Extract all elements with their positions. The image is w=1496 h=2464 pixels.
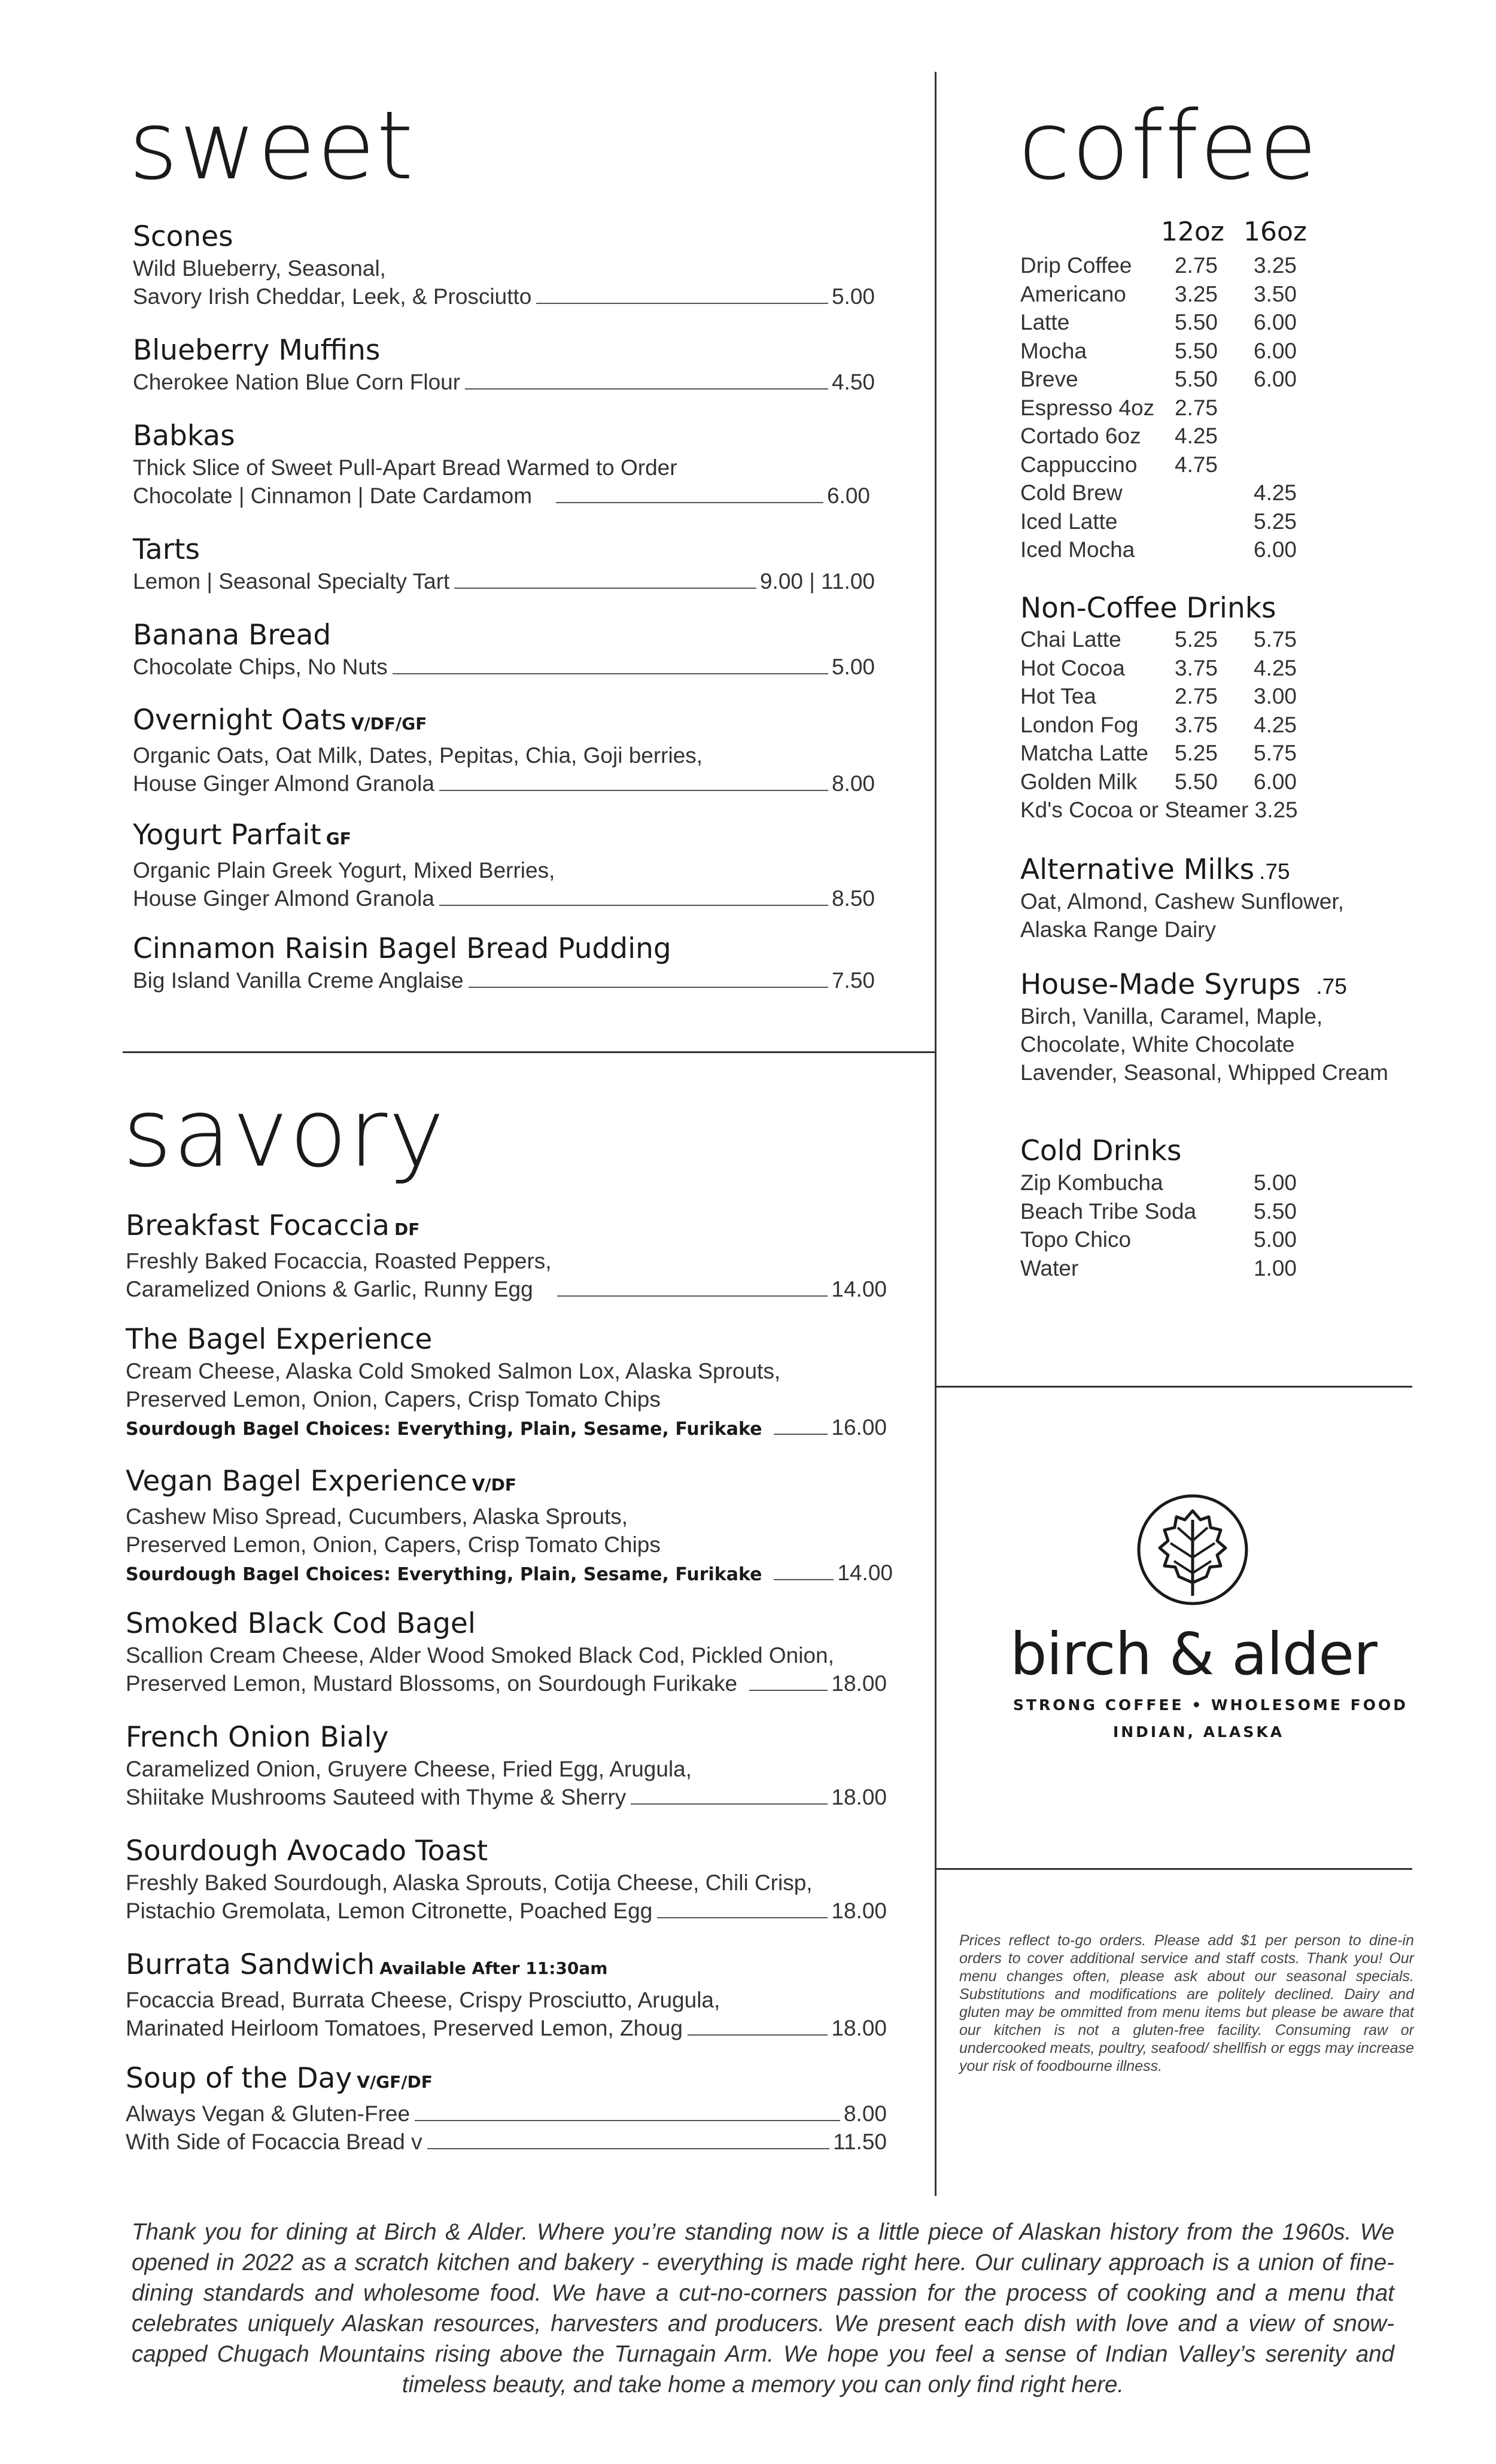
- menu-item-french-onion-bialy: [126, 1720, 887, 1811]
- item-name: The Bagel Experience: [126, 1323, 433, 1356]
- price-16oz: 4.25: [1254, 480, 1297, 505]
- birch-leaf-icon: [1136, 1493, 1249, 1607]
- price-16oz: 5.25: [1254, 509, 1297, 534]
- drink-name: Breve: [1020, 367, 1078, 391]
- menu-item-breakfast-focaccia: [126, 1209, 887, 1303]
- menu-item-soup-of-the-day: [126, 2061, 887, 2156]
- syrups-line: Chocolate, White Chocolate: [1020, 1032, 1295, 1057]
- price-12oz: 3.75: [1175, 712, 1218, 737]
- item-desc: Scallion Cream Cheese, Alder Wood Smoked Black Cod, Pickled Onion,: [126, 1643, 834, 1668]
- item-desc: Freshly Baked Sourdough, Alaska Sprouts, Cotija Cheese, Chili Crisp,: [126, 1870, 813, 1895]
- syrups-line: Birch, Vanilla, Caramel, Maple,: [1020, 1004, 1323, 1029]
- item-price-line: Savory Irish Cheddar, Leek, & Prosciutto 5.00: [133, 282, 875, 311]
- item-price: 18.00: [831, 1671, 887, 1696]
- item-desc: Wild Blueberry, Seasonal,: [133, 256, 386, 281]
- center-divider: [935, 72, 936, 2196]
- syrups-title: House-Made Syrups .75: [1020, 968, 1347, 1001]
- drink-name: Golden Milk: [1020, 769, 1138, 794]
- item-name: Overnight Oats V/DF/GF: [133, 704, 427, 737]
- savory-title: savory: [123, 1078, 446, 1188]
- price-16oz: 3.00: [1254, 684, 1297, 708]
- alt-milks-line: Alaska Range Dairy: [1020, 917, 1216, 942]
- price-16oz: 6.00: [1254, 367, 1297, 391]
- price-12oz: 3.25: [1175, 281, 1218, 306]
- menu-item-burrata-sandwich: [126, 1948, 887, 2042]
- drink-name: Topo Chico: [1020, 1227, 1132, 1252]
- price-12oz: 5.25: [1175, 741, 1218, 765]
- drink-name: Cortado 6oz: [1020, 424, 1141, 448]
- coffee-row: [1020, 451, 1403, 479]
- drink-name: Latte: [1020, 310, 1070, 334]
- non-coffee-row: [1020, 654, 1403, 682]
- item-price-line: Always Vegan & Gluten-Free 8.00: [126, 2100, 887, 2128]
- drink-name: Hot Tea: [1020, 684, 1096, 708]
- price-16oz: 5.75: [1254, 627, 1297, 652]
- item-desc: Preserved Lemon, Onion, Capers, Crisp Tomato Chips: [126, 1387, 661, 1412]
- cold-drinks-title: Cold Drinks: [1020, 1134, 1182, 1167]
- item-price-line: Chocolate Chips, No Nuts 5.00: [133, 653, 875, 681]
- drink-name: Zip Kombucha: [1020, 1170, 1163, 1195]
- coffee-row: [1020, 337, 1403, 365]
- menu-item-scones: [133, 220, 875, 311]
- drink-name: Americano: [1020, 281, 1126, 306]
- brand-tagline: STRONG COFFEE • WHOLESOME FOOD: [1013, 1696, 1409, 1714]
- item-price-line: Chocolate | Cinnamon | Date Cardamom 6.00: [133, 482, 870, 510]
- price-16oz: 3.25: [1254, 253, 1297, 278]
- menu-item-vegan-bagel-experience: [126, 1464, 893, 1589]
- alt-milks-price: .75: [1259, 859, 1290, 884]
- drink-name: Cold Brew: [1020, 480, 1123, 505]
- coffee-row: [1020, 536, 1403, 564]
- drink-name: Beach Tribe Soda: [1020, 1198, 1197, 1224]
- price-16oz: 6.00: [1254, 310, 1297, 334]
- item-name: Sourdough Avocado Toast: [126, 1835, 488, 1867]
- price-12oz: 3.75: [1175, 655, 1218, 680]
- item-price: 5.00: [831, 655, 875, 679]
- dietary-tag: DF: [394, 1219, 420, 1239]
- menu-item-tarts: [133, 533, 875, 595]
- item-price: 9.00 | 11.00: [759, 569, 875, 594]
- item-price: 4.50: [831, 370, 875, 394]
- item-price: 8.00: [843, 2101, 887, 2126]
- price-12oz: 5.25: [1175, 627, 1218, 652]
- drink-price: 5.50: [1254, 1198, 1297, 1224]
- coffee-row: [1020, 422, 1403, 450]
- item-price-line: Caramelized Onions & Garlic, Runny Egg 14.00: [126, 1275, 887, 1303]
- price-16oz: 6.00: [1254, 769, 1297, 794]
- non-coffee-row: [1020, 711, 1403, 739]
- cold-drink-row: [1020, 1225, 1403, 1254]
- drink-name: Iced Mocha: [1020, 537, 1135, 562]
- item-name: Vegan Bagel Experience V/DF: [126, 1465, 516, 1498]
- item-price: 16.00: [831, 1415, 887, 1440]
- sweet-title: sweet: [129, 91, 415, 201]
- item-price-line: With Side of Focaccia Bread v 11.50: [126, 2128, 887, 2156]
- price-12oz: 2.75: [1175, 684, 1218, 708]
- non-coffee-title: Non-Coffee Drinks: [1020, 592, 1276, 625]
- alt-milks-line: Oat, Almond, Cashew Sunflower,: [1020, 889, 1344, 914]
- coffee-row: [1020, 394, 1403, 422]
- item-price-line: Marinated Heirloom Tomatoes, Preserved Lemon, Zhoug 18.00: [126, 2014, 887, 2042]
- item-price: 18.00: [831, 2016, 887, 2040]
- item-desc: Cashew Miso Spread, Cucumbers, Alaska Sprouts,: [126, 1504, 628, 1529]
- syrups-price: .75: [1316, 974, 1347, 999]
- item-price-line: Preserved Lemon, Mustard Blossoms, on Sourdough Furikake 18.00: [126, 1669, 887, 1698]
- price-16oz: 4.25: [1254, 655, 1297, 680]
- price-12oz: 2.75: [1175, 395, 1218, 420]
- kids-cocoa-line: Kd's Cocoa or Steamer 3.25: [1020, 798, 1298, 822]
- drink-name: Espresso 4oz: [1020, 395, 1155, 420]
- syrups-line: Lavender, Seasonal, Whipped Cream: [1020, 1060, 1388, 1085]
- drink-name: London Fog: [1020, 712, 1139, 737]
- coffee-row: [1020, 280, 1403, 308]
- item-price: 18.00: [831, 1899, 887, 1923]
- item-name: Yogurt Parfait GF: [133, 819, 351, 851]
- coffee-title: coffee: [1018, 91, 1319, 201]
- menu-item-overnight-oats: [133, 703, 875, 798]
- size-header-12oz: 12oz: [1161, 217, 1225, 247]
- item-desc: Organic Plain Greek Yogurt, Mixed Berries,: [133, 858, 555, 883]
- item-price: 8.50: [831, 886, 875, 911]
- cold-drink-row: [1020, 1197, 1403, 1225]
- drink-name: Drip Coffee: [1020, 253, 1132, 278]
- policy-note: Prices reflect to-go orders. Please add $1 per person to dine-in orders to cover additional service and staff costs. Thank you! Our menu changes often, please ask about our seasonal specials. Substitutions and modifications are politely declined. Dairy and gluten may be ommitted from menu items but please be aware that our kitchen is not a gluten-free facility. Consuming raw or undercooked meats, poultry, seafood/ shellfish or eggs may increase your risk of foodbourne illness.: [959, 1932, 1414, 2074]
- dietary-tag: GF: [326, 829, 351, 848]
- price-12oz: 4.25: [1175, 424, 1218, 448]
- coffee-row: [1020, 308, 1403, 336]
- item-price-line: Big Island Vanilla Creme Anglaise 7.50: [133, 966, 875, 994]
- item-price: 6.00: [826, 483, 870, 508]
- item-name: French Onion Bialy: [126, 1721, 389, 1754]
- sweet-savory-divider: [123, 1051, 935, 1053]
- coffee-row: [1020, 479, 1403, 507]
- item-name: Cinnamon Raisin Bagel Bread Pudding: [133, 932, 671, 965]
- coffee-row: [1020, 365, 1403, 393]
- price-16oz: 3.50: [1254, 281, 1297, 306]
- menu-item-banana-bread: [133, 618, 875, 681]
- alt-milks-title: Alternative Milks .75: [1020, 853, 1290, 886]
- item-price: 14.00: [831, 1277, 887, 1301]
- dietary-tag: V/DF: [472, 1475, 516, 1495]
- footer-message: Thank you for dining at Birch & Alder. Where you’re standing now is a little piece of Alaskan history from the 1960s. We opened in 2022 as a scratch kitchen and bakery - everything is made right here. Our culinary approach is a union of fine-dining standards and wholesome food. We have a cut-no-corners passion for the process of cooking and a menu that celebrates uniquely Alaskan resources, harvesters and producers. We present each dish with love and a view of snow-capped Chugach Mountains rising above the Turnagain Arm. We hope you feel a sense of Indian Valley’s serenity and timeless beauty, and take home a memory you can only find right here.: [132, 2219, 1394, 2398]
- price-12oz: 4.75: [1175, 452, 1218, 477]
- drink-name: Cappuccino: [1020, 452, 1138, 477]
- menu-item-bread-pudding: [133, 932, 875, 994]
- item-name: Burrata Sandwich Available After 11:30am: [126, 1948, 608, 1981]
- item-desc: Preserved Lemon, Onion, Capers, Crisp Tomato Chips: [126, 1532, 661, 1557]
- price-12oz: 5.50: [1175, 310, 1218, 334]
- price-16oz: 4.25: [1254, 712, 1297, 737]
- price-16oz: 6.00: [1254, 537, 1297, 562]
- non-coffee-row: [1020, 768, 1403, 796]
- coffee-row: [1020, 251, 1403, 279]
- drink-name: Hot Cocoa: [1020, 655, 1125, 680]
- price-12oz: 2.75: [1175, 253, 1218, 278]
- item-price: 7.50: [831, 968, 875, 993]
- item-name: Blueberry Muffins: [133, 334, 381, 367]
- cold-drink-row: [1020, 1254, 1403, 1282]
- price-12oz: 5.50: [1175, 367, 1218, 391]
- price-12oz: 5.50: [1175, 769, 1218, 794]
- price-12oz: 5.50: [1175, 338, 1218, 363]
- item-desc: Cream Cheese, Alaska Cold Smoked Salmon Lox, Alaska Sprouts,: [126, 1359, 781, 1383]
- non-coffee-row: [1020, 625, 1403, 653]
- drink-name: Chai Latte: [1020, 627, 1121, 652]
- drink-price: 5.00: [1254, 1170, 1297, 1195]
- item-price: 8.00: [831, 771, 875, 796]
- item-name: Banana Bread: [133, 619, 332, 652]
- item-price: 11.50: [833, 2130, 887, 2154]
- menu-item-sourdough-avocado-toast: [126, 1834, 887, 1925]
- dietary-tag: V/DF/GF: [351, 714, 427, 734]
- menu-item-yogurt-parfait: [133, 818, 875, 912]
- item-name: Tarts: [133, 533, 200, 566]
- item-name: Soup of the Day V/GF/DF: [126, 2062, 433, 2095]
- item-name: Smoked Black Cod Bagel: [126, 1607, 476, 1640]
- drink-name: Mocha: [1020, 338, 1087, 363]
- item-price-line: Lemon | Seasonal Specialty Tart 9.00 | 11.00: [133, 567, 875, 595]
- drink-price: 1.00: [1254, 1255, 1297, 1280]
- menu-item-babkas: [133, 419, 870, 510]
- size-header-16oz: 16oz: [1243, 217, 1308, 247]
- item-price: 14.00: [837, 1560, 893, 1585]
- non-coffee-row: [1020, 739, 1403, 767]
- menu-item-blueberry-muffins: [133, 333, 875, 396]
- brand-location: INDIAN, ALASKA: [1112, 1723, 1285, 1741]
- item-desc: Focaccia Bread, Burrata Cheese, Crispy Prosciutto, Arugula,: [126, 1988, 720, 2012]
- non-coffee-row: [1020, 682, 1403, 710]
- drink-name: Matcha Latte: [1020, 741, 1148, 765]
- item-price: 18.00: [831, 1785, 887, 1809]
- item-price-line: Cherokee Nation Blue Corn Flour 4.50: [133, 368, 875, 396]
- drink-price: 5.00: [1254, 1227, 1297, 1252]
- item-name: Scones: [133, 220, 233, 253]
- logo-bottom-divider: [935, 1868, 1412, 1870]
- item-price-line: Sourdough Bagel Choices: Everything, Plain, Sesame, Furikake 14.00: [126, 1559, 893, 1589]
- availability-tag: Available After 11:30am: [379, 1958, 608, 1978]
- menu-item-smoked-black-cod-bagel: [126, 1607, 887, 1698]
- menu-item-bagel-experience: [126, 1322, 887, 1443]
- price-16oz: 6.00: [1254, 338, 1297, 363]
- item-desc: Freshly Baked Focaccia, Roasted Peppers,: [126, 1249, 552, 1273]
- dietary-tag: V/GF/DF: [357, 2072, 433, 2092]
- item-price-line: House Ginger Almond Granola 8.50: [133, 884, 875, 912]
- coffee-row: [1020, 507, 1403, 536]
- brand-name: birch & alder: [1010, 1620, 1377, 1688]
- price-16oz: 5.75: [1254, 741, 1297, 765]
- item-price-line: Sourdough Bagel Choices: Everything, Plain, Sesame, Furikake 16.00: [126, 1413, 887, 1443]
- logo-top-divider: [935, 1386, 1412, 1388]
- cold-drink-row: [1020, 1169, 1403, 1197]
- drink-name: Water: [1020, 1255, 1079, 1280]
- item-price-line: Pistachio Gremolata, Lemon Citronette, Poached Egg 18.00: [126, 1897, 887, 1925]
- item-name: Babkas: [133, 419, 235, 452]
- item-desc: Thick Slice of Sweet Pull-Apart Bread Warmed to Order: [133, 455, 677, 480]
- item-name: Breakfast Focaccia DF: [126, 1209, 420, 1242]
- item-price-line: Shiitake Mushrooms Sauteed with Thyme & Sherry 18.00: [126, 1783, 887, 1811]
- item-desc: Organic Oats, Oat Milk, Dates, Pepitas, Chia, Goji berries,: [133, 743, 703, 768]
- item-price: 5.00: [831, 284, 875, 309]
- item-price-line: House Ginger Almond Granola 8.00: [133, 769, 875, 798]
- item-desc: Caramelized Onion, Gruyere Cheese, Fried Egg, Arugula,: [126, 1757, 692, 1781]
- drink-name: Iced Latte: [1020, 509, 1118, 534]
